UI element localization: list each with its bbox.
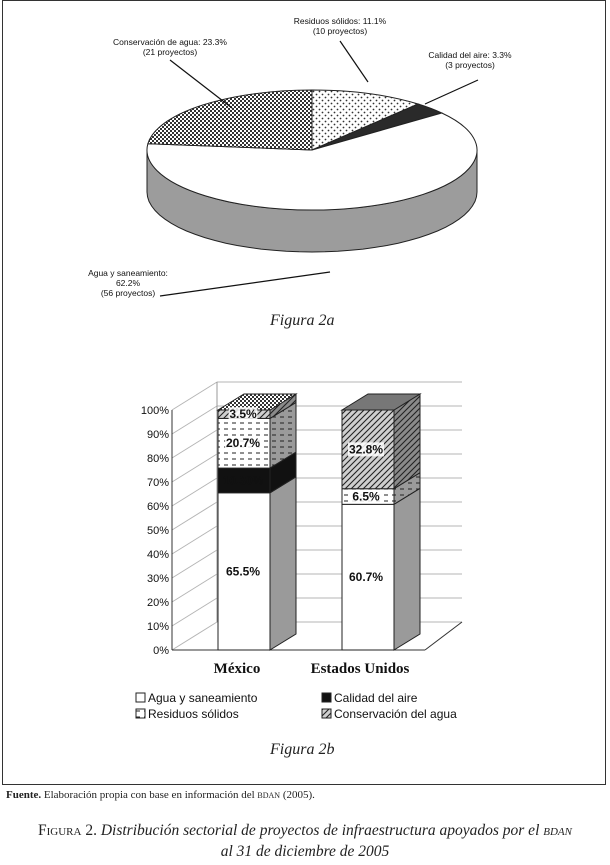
bar-data-label: 20.7%	[225, 436, 261, 451]
source-note	[6, 789, 315, 801]
pie-label-residuos-s-lidos: Residuos sólidos: 11.1%	[293, 16, 387, 26]
y-tick-label: 60%	[146, 501, 169, 513]
legend-swatch	[136, 693, 145, 702]
source-text-post: (2005).	[280, 789, 315, 801]
y-tick-label: 40%	[146, 549, 169, 561]
source-text-pre: Elaboración propia con base en información del	[43, 789, 258, 801]
legend-swatch	[322, 709, 331, 718]
y-tick-label: 0%	[153, 645, 169, 657]
bar-data-label: 32.8%	[348, 442, 384, 457]
bar-side-segment	[270, 477, 296, 650]
pie-leader-line	[425, 80, 478, 104]
y-tick-label: 100%	[140, 405, 169, 417]
bar-data-label: 3.5%	[229, 407, 257, 422]
legend-label: Calidad del aire	[334, 691, 418, 705]
legend-swatch	[322, 693, 331, 702]
figure-2b-caption: Figura 2b	[270, 741, 335, 758]
figure-title-line1	[0, 822, 610, 840]
legend-label: Residuos sólidos	[148, 707, 239, 721]
y-tick-label: 90%	[146, 429, 169, 441]
pie-label-agua-y-saneamiento: 62.2%	[115, 278, 141, 288]
y-tick-label: 80%	[146, 453, 169, 465]
legend-label: Conservación del agua	[334, 707, 457, 721]
pie-label-agua-y-saneamiento: Agua y saneamiento:	[88, 268, 168, 278]
pie-label-residuos-s-lidos: (10 proyectos)	[312, 26, 368, 36]
gridline-side	[172, 526, 217, 554]
y-tick-label: 70%	[146, 477, 169, 489]
pie-label-calidad-del-aire: (3 proyectos)	[445, 60, 495, 70]
bar-side-segment	[394, 488, 420, 650]
pie-chart	[88, 16, 512, 298]
figure-title-text: Distribución sectorial de proyectos de infraestructura apoyados por el	[100, 822, 540, 839]
gridline-side	[172, 502, 217, 530]
pie-label-conservaci-n-de-agua: (21 proyectos)	[142, 47, 198, 57]
gridline-side	[172, 622, 217, 650]
y-tick-label: 10%	[146, 621, 169, 633]
source-label: Fuente.	[6, 789, 42, 801]
gridline-side	[172, 478, 217, 506]
gridline-side	[172, 406, 217, 434]
gridline-side	[172, 382, 217, 410]
figure-title-org: bdan	[543, 822, 572, 839]
x-category-label: Estados Unidos	[310, 661, 410, 677]
bar-data-label: 60.7%	[348, 570, 384, 585]
y-tick-label: 20%	[146, 597, 169, 609]
gridline-side	[172, 430, 217, 458]
source-org: bdan	[257, 789, 281, 801]
bar-data-label: 65.5%	[225, 564, 261, 579]
figure-title-label: Figura 2.	[38, 822, 97, 839]
pie-label-agua-y-saneamiento: (56 proyectos)	[100, 288, 156, 298]
bar-data-label: 10.30%	[222, 473, 264, 488]
figure-title-line2	[0, 843, 610, 861]
figure-title-date: al 31 de diciembre de 2005	[220, 843, 390, 860]
gridline-side	[172, 550, 217, 578]
pie-label-calidad-del-aire: Calidad del aire: 3.3%	[428, 50, 512, 60]
y-tick-label: 30%	[146, 573, 169, 585]
pie-leader-line	[340, 41, 368, 82]
legend-swatch	[136, 709, 145, 718]
pie-label-conservaci-n-de-agua: Conservación de agua: 23.3%	[113, 37, 227, 47]
pie-leader-line	[170, 60, 232, 108]
floor-edge	[425, 622, 462, 650]
pie-slice-conservaci-n-de-agua	[148, 90, 312, 150]
x-category-label: México	[213, 661, 261, 677]
figure-2a-caption: Figura 2a	[270, 312, 335, 329]
bar-side-segment	[394, 394, 420, 489]
stacked-bar-chart	[136, 382, 462, 721]
bar-data-label: 6.5%	[352, 489, 380, 504]
pie-leader-line	[160, 272, 330, 296]
gridline-side	[172, 598, 217, 626]
gridline-side	[172, 574, 217, 602]
gridline-side	[172, 454, 217, 482]
y-tick-label: 50%	[146, 525, 169, 537]
legend-label: Agua y saneamiento	[148, 691, 258, 705]
